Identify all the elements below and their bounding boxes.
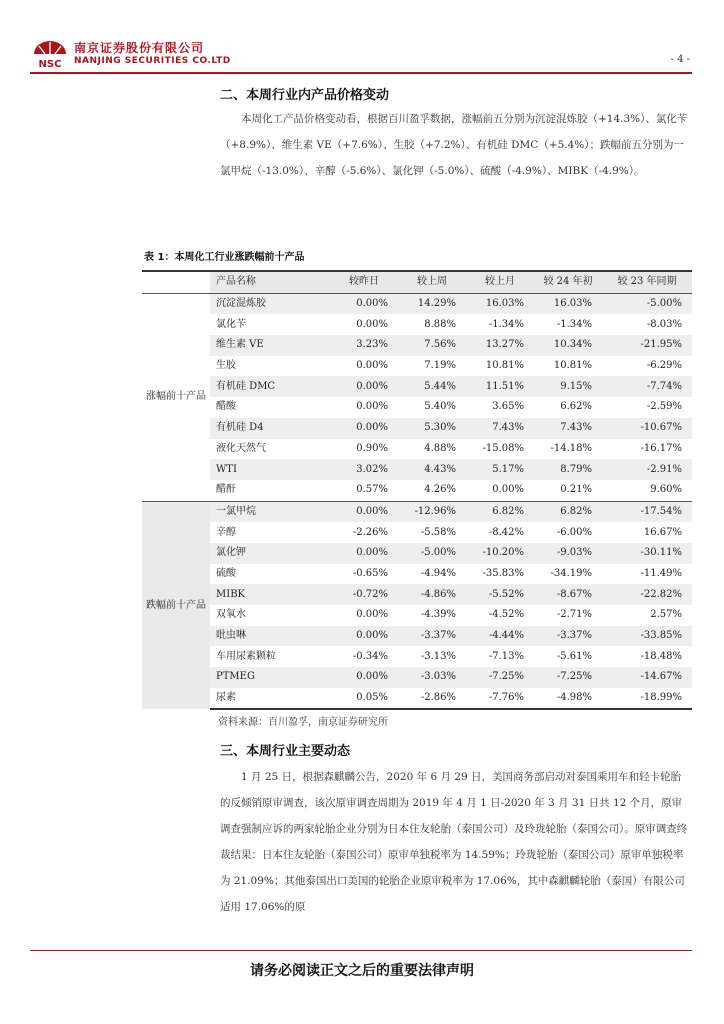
value-cell: -5.00% — [398, 543, 466, 564]
value-cell: 8.88% — [424, 318, 456, 330]
value-cell: 0.00% — [330, 626, 398, 647]
product-name: 车用尿素颗粒 — [216, 650, 276, 662]
value-cell: 11.51% — [466, 376, 534, 397]
nsc-logo — [30, 38, 70, 70]
product-name: 双氧水 — [216, 609, 246, 621]
value-cell: -21.95% — [602, 335, 692, 356]
table-row — [142, 605, 692, 626]
product-name: 辛醇 — [216, 526, 236, 538]
col-header-ytd: 较 24 年初 — [534, 271, 602, 293]
product-name: 维生素 VE — [210, 335, 330, 356]
group-label: 涨幅前十产品 — [142, 293, 210, 501]
table-row — [142, 646, 692, 667]
value-cell: -18.99% — [602, 688, 692, 710]
value-cell: -3.03% — [398, 667, 466, 688]
value-cell: 0.90% — [356, 442, 388, 454]
product-name: 醋酸 — [216, 401, 236, 413]
value-cell: 0.00% — [330, 543, 398, 564]
value-cell: 14.29% — [398, 293, 466, 314]
value-cell: 4.43% — [398, 459, 466, 480]
value-cell: -7.25% — [534, 667, 602, 688]
col-header-name: 产品名称 — [210, 271, 330, 293]
value-cell: -4.39% — [420, 609, 456, 621]
value-cell: -2.71% — [556, 609, 592, 621]
value-cell: -2.59% — [646, 401, 682, 413]
table-row — [142, 356, 692, 377]
value-cell: -4.86% — [398, 584, 466, 605]
value-cell: 0.00% — [330, 418, 398, 439]
value-cell: 10.81% — [553, 360, 592, 372]
value-cell: 16.03% — [534, 293, 602, 314]
value-cell: 6.62% — [560, 401, 592, 413]
product-name: 液化天然气 — [216, 442, 266, 454]
product-name: 有机硅 D4 — [210, 418, 330, 439]
value-cell: 2.57% — [650, 609, 682, 621]
table-row — [142, 397, 692, 418]
table-row — [142, 376, 692, 397]
table-row — [142, 480, 692, 501]
value-cell: 6.82% — [534, 501, 602, 522]
value-cell: 5.30% — [398, 418, 466, 439]
table-row — [142, 335, 692, 356]
group-label: 跌幅前十产品 — [142, 501, 210, 709]
value-cell: -9.03% — [534, 543, 602, 564]
product-name: 氯化钾 — [210, 543, 330, 564]
value-cell: 10.34% — [534, 335, 602, 356]
col-header-yoy: 较 23 年同期 — [602, 271, 692, 293]
value-cell: 3.23% — [330, 335, 398, 356]
value-cell: -3.37% — [398, 626, 466, 647]
value-cell: 7.56% — [398, 335, 466, 356]
header-spacer — [142, 271, 210, 293]
table-row — [142, 522, 692, 543]
value-cell: -5.61% — [556, 650, 592, 662]
value-cell: 7.43% — [466, 418, 534, 439]
value-cell: -0.65% — [352, 567, 388, 579]
value-cell: 16.67% — [643, 526, 682, 538]
value-cell: -4.94% — [420, 567, 456, 579]
section-title-price-changes: 二、本周行业内产品价格变动 — [220, 88, 390, 103]
value-cell: 7.43% — [534, 418, 602, 439]
product-name: 吡虫啉 — [210, 626, 330, 647]
table-row — [142, 564, 692, 585]
value-cell: 3.02% — [330, 459, 398, 480]
value-cell: -10.20% — [466, 543, 534, 564]
value-cell: -11.49% — [640, 567, 682, 579]
col-header-week: 较上周 — [398, 271, 466, 293]
value-cell: -18.48% — [640, 650, 682, 662]
value-cell: 7.19% — [424, 360, 456, 372]
value-cell: -2.26% — [352, 526, 388, 538]
value-cell: -7.76% — [466, 688, 534, 710]
value-cell: -3.37% — [534, 626, 602, 647]
value-cell: -4.44% — [466, 626, 534, 647]
value-cell: 6.82% — [466, 501, 534, 522]
table-row — [142, 293, 692, 314]
product-name: 有机硅 DMC — [210, 376, 330, 397]
value-cell: 5.40% — [424, 401, 456, 413]
value-cell: -10.67% — [602, 418, 692, 439]
value-cell: 5.44% — [398, 376, 466, 397]
value-cell: 0.00% — [356, 609, 388, 621]
svg-text:NSC: NSC — [38, 59, 62, 70]
value-cell: -4.52% — [488, 609, 524, 621]
table-caption: 表 1：本周化工行业涨跌幅前十产品 — [144, 252, 305, 263]
company-name-cn: 南京证券股份有限公司 — [74, 41, 205, 55]
product-name: 一氯甲烷 — [210, 501, 330, 522]
value-cell: 0.57% — [356, 484, 388, 496]
value-cell: 0.05% — [330, 688, 398, 710]
value-cell: 9.15% — [534, 376, 602, 397]
value-cell: 0.00% — [330, 501, 398, 522]
value-cell: -4.98% — [534, 688, 602, 710]
value-cell: 0.00% — [356, 360, 388, 372]
product-name: 醋酐 — [216, 484, 236, 496]
value-cell: 4.88% — [424, 442, 456, 454]
value-cell: 8.79% — [534, 459, 602, 480]
value-cell: -0.34% — [352, 650, 388, 662]
value-cell: -16.17% — [640, 442, 682, 454]
value-cell: 5.17% — [466, 459, 534, 480]
value-cell: -8.42% — [488, 526, 524, 538]
col-header-day: 较昨日 — [330, 271, 398, 293]
table-row — [142, 584, 692, 605]
value-cell: -3.13% — [420, 650, 456, 662]
value-cell: -12.96% — [398, 501, 466, 522]
value-cell: -2.91% — [602, 459, 692, 480]
value-cell: -7.25% — [466, 667, 534, 688]
value-cell: -17.54% — [602, 501, 692, 522]
table-row — [142, 439, 692, 460]
value-cell: -8.67% — [534, 584, 602, 605]
section-title-industry-news: 三、本周行业主要动态 — [220, 744, 351, 759]
value-cell: -5.58% — [420, 526, 456, 538]
value-cell: 0.00% — [356, 318, 388, 330]
value-cell: -1.34% — [488, 318, 524, 330]
value-cell: -5.00% — [602, 293, 692, 314]
value-cell: 13.27% — [466, 335, 534, 356]
col-header-month: 较上月 — [466, 271, 534, 293]
page-number: - 4 - — [670, 54, 690, 65]
product-name: 硫酸 — [216, 567, 236, 579]
value-cell: 16.03% — [466, 293, 534, 314]
value-cell: 4.26% — [424, 484, 456, 496]
legal-disclaimer: 请务必阅读正文之后的重要法律声明 — [250, 963, 474, 979]
value-cell: -1.34% — [556, 318, 592, 330]
product-name: 尿素 — [210, 688, 330, 710]
product-name: WTI — [210, 459, 330, 480]
value-cell: 0.21% — [560, 484, 592, 496]
table-row — [142, 501, 692, 522]
header-divider — [30, 72, 692, 74]
value-cell: 10.81% — [485, 360, 524, 372]
table-row — [142, 543, 692, 564]
value-cell: -5.52% — [466, 584, 534, 605]
product-name: 沉淀混炼胶 — [210, 293, 330, 314]
value-cell: 0.00% — [330, 376, 398, 397]
value-cell: 9.60% — [650, 484, 682, 496]
table-row — [142, 667, 692, 688]
value-cell: -15.08% — [482, 442, 524, 454]
value-cell: -7.74% — [602, 376, 692, 397]
footer-divider — [30, 950, 692, 951]
value-cell: -35.83% — [482, 567, 524, 579]
value-cell: -14.67% — [602, 667, 692, 688]
price-change-table — [142, 270, 692, 710]
value-cell: 0.00% — [330, 293, 398, 314]
table-source: 资料来源：百川盈孚，南京证券研究所 — [218, 717, 388, 728]
industry-news-paragraph: 1 月 25 日，根据森麒麟公告，2020 年 6 月 29 日，美国商务部启动对泰国乘用车和轻卡轮胎的反倾销原审调查，该次原审调查周期为 2019 年 4 月 1 日-2020 年 3 月 31 日共 12 个月，原审调查强制应诉的两家轮胎企业分别为日本住友轮胎（泰国公司）及玲珑轮胎（泰国公司）。原审调查终裁结果：日本住友轮胎（泰国公司）原审单独税率为 14.59%；玲珑轮胎（泰国公司）原审单独税率为 21.09%；其他泰国出口美国的轮胎企业原审税率为 17.06%，其中森麒麟轮胎（泰国）有限公司适用 17.06%的原 — [220, 771, 688, 913]
value-cell: -8.03% — [646, 318, 682, 330]
value-cell: -33.85% — [602, 626, 692, 647]
value-cell: 0.00% — [492, 484, 524, 496]
value-cell: -7.13% — [488, 650, 524, 662]
value-cell: 3.65% — [492, 401, 524, 413]
value-cell: -6.29% — [646, 360, 682, 372]
product-name: PTMEG — [210, 667, 330, 688]
table-row — [142, 418, 692, 439]
value-cell: -30.11% — [602, 543, 692, 564]
table-row — [142, 688, 692, 710]
page-header — [30, 38, 690, 72]
value-cell: -0.72% — [330, 584, 398, 605]
table-row — [142, 459, 692, 480]
price-changes-paragraph: 本周化工产品价格变动看，根据百川盈孚数据，涨幅前五分别为沉淀混炼胶（+14.3%）、氯化苄（+8.9%）、维生素 VE（+7.6%）、生胶（+7.2%）、有机硅 DMC（+5.4%）；跌幅前五分别为一氯甲烷（-13.0%）、辛醇（-5.6%）、氯化钾（-5.0%）、硫酸（-4.9%）、MIBK（-4.9%）。 — [220, 113, 688, 177]
value-cell: -2.86% — [398, 688, 466, 710]
value-cell: -34.19% — [550, 567, 592, 579]
value-cell: -6.00% — [556, 526, 592, 538]
company-name-en: NANJING SECURITIES CO.LTD — [74, 56, 231, 66]
value-cell: -22.82% — [602, 584, 692, 605]
value-cell: -14.18% — [550, 442, 592, 454]
product-name: 生胶 — [216, 360, 236, 372]
value-cell: 0.00% — [330, 667, 398, 688]
product-name: 氯化苄 — [216, 318, 246, 330]
value-cell: 0.00% — [356, 401, 388, 413]
table-header-row — [142, 271, 692, 293]
table-row — [142, 314, 692, 335]
product-name: MIBK — [210, 584, 330, 605]
table-row — [142, 626, 692, 647]
